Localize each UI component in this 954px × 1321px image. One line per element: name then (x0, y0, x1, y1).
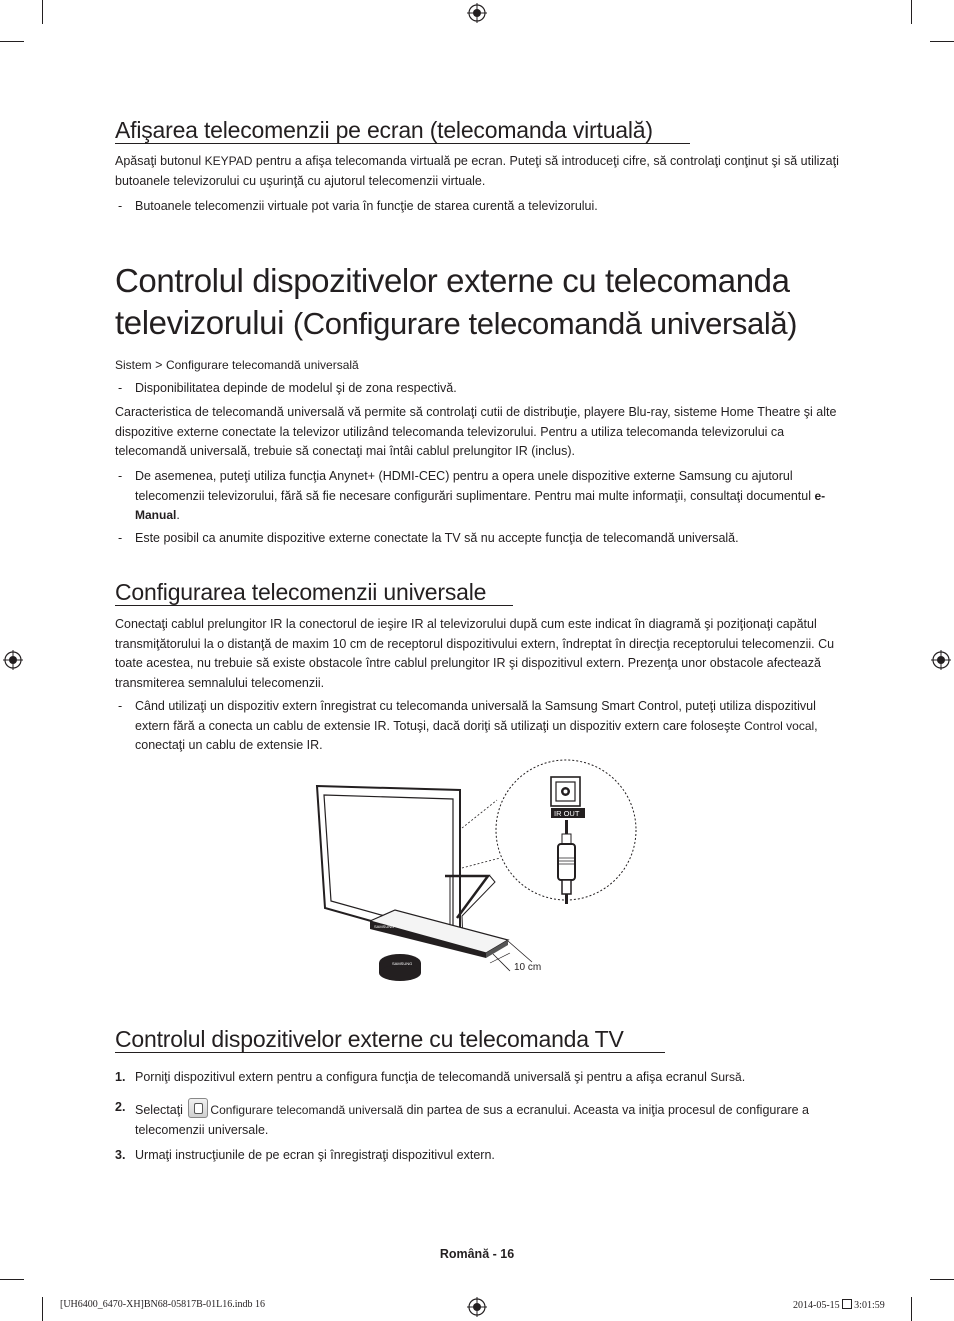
text-run: Porniţi dispozitivul extern pentru a configura funcţia de telecomandă universală şi pentru a afişa ecranul (135, 1070, 711, 1084)
availability-note: Disponibilitatea depinde de modelul şi de zona respectivă. (135, 381, 457, 395)
text-run: Când utilizaţi un dispozitiv extern înregistrat cu telecomanda universală la Samsung Smart Control, puteţi utiliza dispozitivul extern fără a conecta un cablu de extensie IR. Totuşi, dacă doriţi să utilizaţi un dispozitiv extern care foloseşte (135, 699, 816, 733)
print-file-label: [UH6400_6470-XH]BN68-05817B-01L16.indb 16 (60, 1299, 265, 1310)
title-underline (115, 605, 513, 606)
note-dash: - (118, 699, 123, 713)
note-dash: - (118, 381, 123, 395)
registration-mark-icon (3, 650, 23, 670)
breadcrumb-separator: > (151, 358, 166, 372)
emanual-link[interactable]: e-Manual (135, 488, 826, 522)
crop-mark (42, 0, 43, 24)
step-number: 1. (115, 1070, 126, 1084)
note-dash: - (118, 531, 123, 545)
crop-mark (911, 1297, 912, 1321)
section-title-control-with-tv-remote: Controlul dispozitivelor externe cu telecomanda TV (115, 1026, 624, 1052)
page-number: Română - 16 (439, 1247, 515, 1261)
smart-control-note (135, 697, 845, 756)
step-1 (135, 1068, 845, 1088)
port-label: IR OUT (554, 809, 580, 818)
ir-out-port (551, 777, 585, 818)
breadcrumb (115, 356, 845, 376)
source-keyword: Sursă (710, 1070, 742, 1084)
step-3: Urmaţi instrucţiunile de pe ecran şi înregistraţi dispozitivul extern. (135, 1148, 495, 1162)
title-line-2-sub: (Configurare telecomandă universală) (292, 306, 798, 341)
print-date: 2014-05-15 (793, 1300, 843, 1311)
virtual-remote-note: Butoanele telecomenzii virtuale pot varia în funcţie de starea curentă a televizorului. (135, 199, 598, 213)
voice-control-keyword: Control vocal (744, 718, 815, 733)
puck-brand-label: SAMSUNG (392, 961, 413, 966)
print-date-label (793, 1299, 885, 1311)
universal-remote-paragraph: Caracteristica de telecomandă universală vă permite să controlaţi cutii de distribuţie, playere Blu-ray, sisteme Home Theatre şi alte dispozitive externe conectate la televizor utilizând telecomanda televizorului. Pentru a utiliza telecomanda televizorului ca telecomandă universală, trebuie să conectaţi mai întâi cablul prelungitor IR (inclus). (115, 405, 837, 458)
anynet-note (135, 467, 845, 526)
text-run: din partea de sus a ecranului. Aceasta va iniţia procesul de configurare a telecomenzii universale. (135, 1103, 810, 1137)
title-line-2: televizorului (115, 304, 293, 341)
text-run: , conectaţi un cablu de extensie IR. (135, 718, 818, 752)
breadcrumb-item: Configurare telecomandă universală (165, 358, 359, 372)
text-run: pentru a afişa telecomanda virtuală pe ecran. Puteţi să introduceţi cifre, să controlaţi conţinut şi să utilizaţi butoanele televizorului cu uşurinţă cu ajutorul telecomenzii virtuale. (115, 154, 839, 188)
section-title-virtual-remote: Afişarea telecomenzii pe ecran (telecomanda virtuală) (115, 117, 653, 143)
text-run: . (176, 508, 180, 522)
step-2 (135, 1098, 845, 1140)
text-run: De asemenea, puteţi utiliza funcţia Anynet+ (HDMI-CEC) pentru a opera unele dispozitive externe Samsung cu ajutorul telecomenzii televizorului, fără să fie necesare configurări suplimentare. Pentru mai multe informaţii, consultaţi documentul (135, 469, 815, 503)
note-dash: - (118, 199, 123, 213)
crop-mark (911, 0, 912, 24)
print-clock-icon (842, 1299, 852, 1309)
crop-mark (42, 1297, 43, 1321)
print-time: 3:01:59 (854, 1300, 885, 1311)
ir-extender-diagram (300, 758, 640, 988)
breadcrumb-item: Sistem (115, 358, 152, 372)
registration-mark-icon (467, 3, 487, 23)
registration-mark-icon (931, 650, 951, 670)
virtual-remote-paragraph (115, 152, 845, 191)
step-number: 3. (115, 1148, 126, 1162)
crop-mark (930, 1279, 954, 1280)
crop-mark (0, 1279, 24, 1280)
section-title-configure-universal: Configurarea telecomenzii universale (115, 579, 487, 605)
registration-mark-icon (467, 1297, 487, 1317)
title-line-1: Controlul dispozitivelor externe cu telecomanda (115, 262, 790, 299)
compatibility-note: Este posibil ca anumite dispozitive externe conectate la TV să nu accepte funcţia de telecomandă universală. (135, 531, 739, 545)
text-run: Apăsaţi butonul (115, 154, 205, 168)
step-number: 2. (115, 1100, 126, 1114)
text-run: . (741, 1070, 746, 1084)
title-underline (115, 1052, 665, 1053)
ir-transmitter-illustration (379, 954, 421, 981)
configure-paragraph: Conectaţi cablul prelungitor IR la conectorul de ieşire IR al televizorului după cum este indicat în diagramă şi poziţionaţi capătul transmiţătorului la o distanţă de maxim 10 cm de receptorul dispozitivului extern, îndreptat în direcţia receptorului telecomenzii. Cu toate acestea, nu trebuie să existe obstacole între cablul prelungitor IR şi dispozitivul extern. Prezenţa unor obstacole afectează transmiterea semnalului telecomenzii. (115, 617, 835, 690)
crop-mark (930, 41, 954, 42)
distance-label: 10 cm (514, 962, 542, 973)
box-brand-label: SAMSUNG (374, 924, 395, 929)
text-run: Selectaţi (135, 1103, 187, 1117)
page-title (115, 260, 855, 345)
keypad-keyword: KEYPAD (204, 154, 253, 168)
crop-mark (0, 41, 24, 42)
note-dash: - (118, 469, 123, 483)
universal-remote-setup-icon (188, 1098, 208, 1118)
setup-keyword: Configurare telecomandă universală (210, 1103, 404, 1117)
title-underline (115, 143, 690, 144)
